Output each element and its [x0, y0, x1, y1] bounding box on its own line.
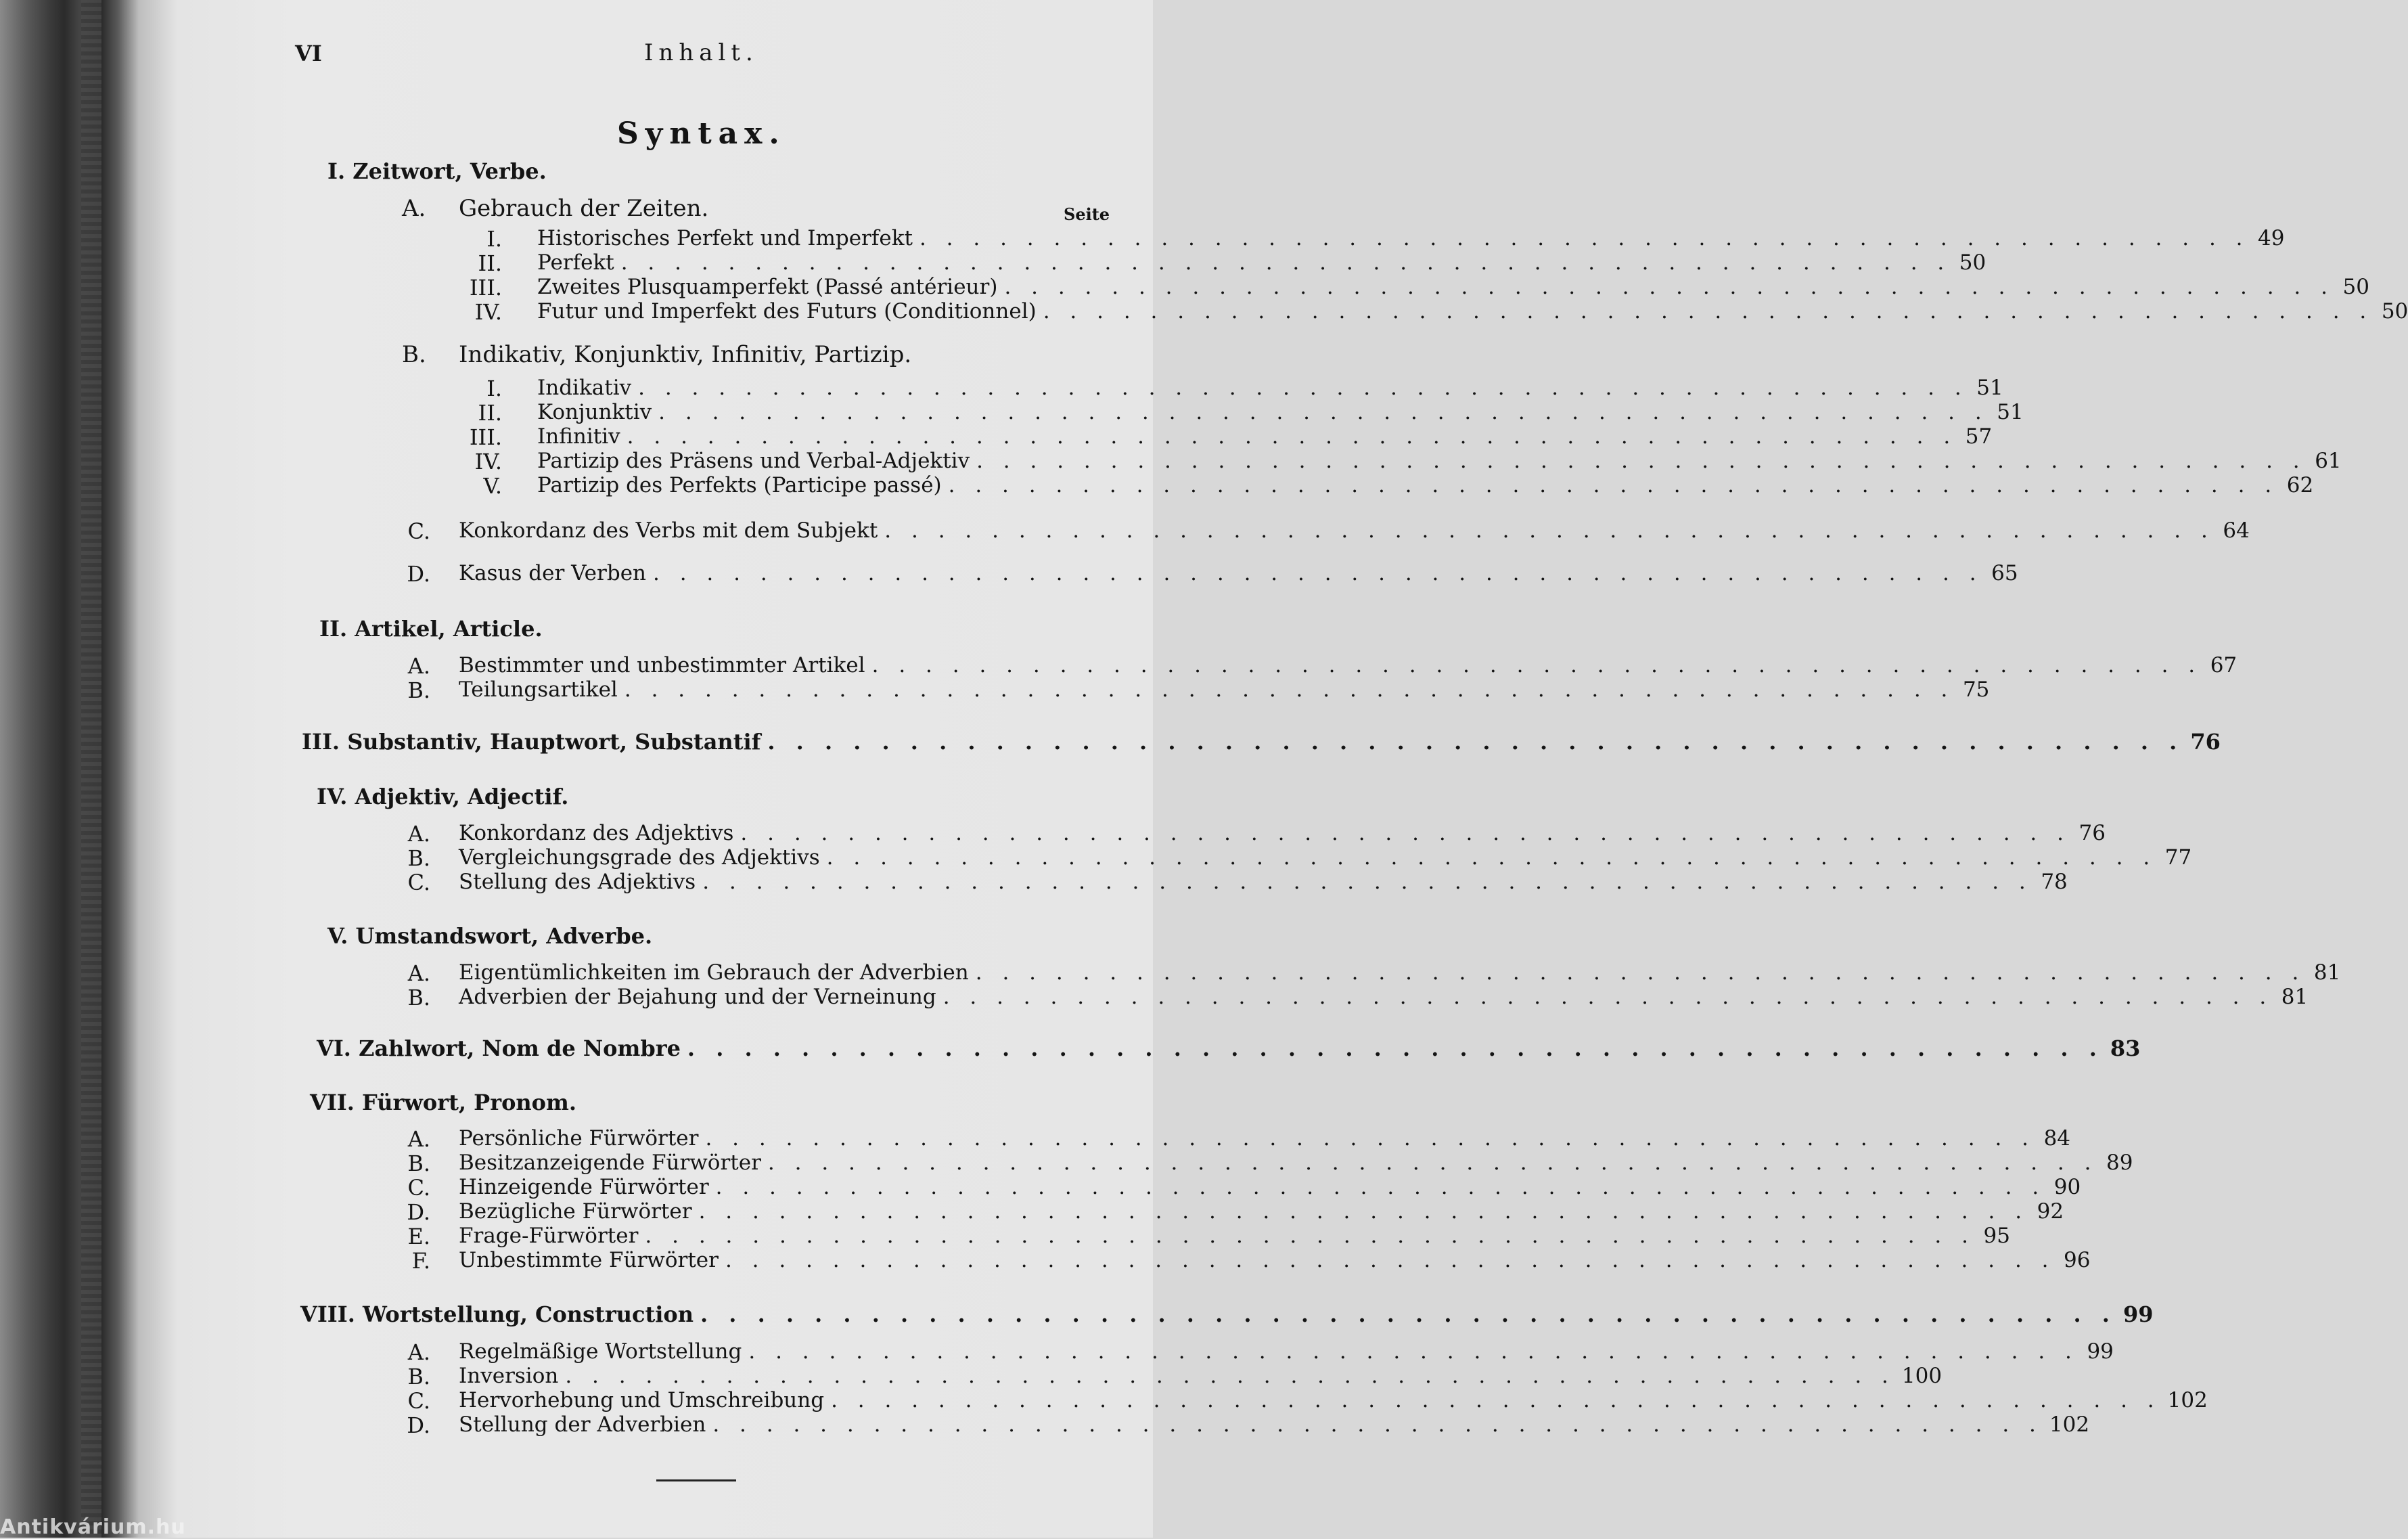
entry-marker: B.: [407, 1364, 430, 1389]
entry-page: 67: [2210, 653, 2237, 677]
leader-dots: . . . . . . . . . . . . . . . . . . . . . . . . . . . . . . . . . . . . . . . . . . . . . . . . . .: [565, 1364, 1895, 1388]
entry-marker: III.: [469, 424, 502, 450]
entry-label: Stellung der Adverbien: [459, 1412, 706, 1437]
entry-page: 102: [2167, 1388, 2208, 1412]
toc-entry: [459, 1126, 2071, 1151]
entry-label: Hinzeigende Fürwörter: [459, 1175, 709, 1199]
entry-page: 65: [1991, 561, 2018, 585]
entry-label: Hervorhebung und Umschreibung: [459, 1388, 825, 1412]
entry-label: Regelmäßige Wortstellung: [459, 1339, 742, 1364]
entry-label: Besitzanzeigende Fürwörter: [459, 1151, 761, 1175]
toc-entry: [317, 1035, 2141, 1061]
leader-dots: . . . . . . . . . . . . . . . . . . . . . . . . . . . . . . . . . . . . . . . . . . . . . . . . . .: [687, 1035, 2104, 1061]
entry-label: Perfekt: [537, 250, 614, 275]
toc-entry: [459, 1339, 2114, 1364]
leader-dots: . . . . . . . . . . . . . . . . . . . . . . . . . . . . . . . . . . . . . . . . . . . . . . . . . .: [975, 960, 2306, 985]
entry-page: 95: [1983, 1224, 2010, 1248]
entry-page: 76: [2078, 821, 2106, 845]
toc-entry: [302, 729, 2221, 755]
entry-label: Konkordanz des Verbs mit dem Subjekt: [459, 518, 878, 543]
page-number: VI: [295, 41, 322, 66]
entry-label: Frage-Fürwörter: [459, 1224, 639, 1248]
entry-page: 50: [2381, 299, 2408, 324]
entry-page: 100: [1901, 1364, 1943, 1388]
leader-dots: . . . . . . . . . . . . . . . . . . . . . . . . . . . . . . . . . . . . . . . . . . . . . . . . . .: [700, 1301, 2116, 1327]
entry-label: Partizip des Perfekts (Participe passé): [537, 473, 942, 497]
toc-entry: [537, 376, 2003, 400]
toc-entry: [459, 1175, 2081, 1199]
entry-page: 62: [2286, 473, 2314, 497]
entry-marker: A.: [407, 960, 430, 986]
entry-marker: D.: [407, 1412, 430, 1438]
toc-entry: [537, 473, 2314, 497]
entry-label: Partizip des Präsens und Verbal-Adjektiv: [537, 449, 970, 473]
subsection-marker: B.: [402, 341, 426, 368]
entry-label: Konjunktiv: [537, 400, 652, 424]
toc-entry: [459, 1224, 2010, 1248]
entry-marker: III.: [469, 275, 502, 300]
toc-entry: [459, 1364, 1943, 1388]
subsection-title: Indikativ, Konjunktiv, Infinitiv, Partizip.: [459, 341, 912, 368]
entry-page: 99: [2087, 1339, 2114, 1364]
toc-entry: [459, 518, 2250, 543]
entry-label: Bestimmter und unbestimmter Artikel: [459, 653, 865, 677]
leader-dots: . . . . . . . . . . . . . . . . . . . . . . . . . . . . . . . . . . . . . . . . . . . . . . . . . .: [740, 821, 2070, 845]
subsection-title: Gebrauch der Zeiten.: [459, 195, 709, 222]
leader-dots: . . . . . . . . . . . . . . . . . . . . . . . . . . . . . . . . . . . . . . . . . . . . . . . . . .: [976, 449, 2307, 473]
toc-entry: [459, 653, 2237, 677]
section-heading: Syntax.: [617, 116, 786, 151]
entry-page: 99: [2122, 1301, 2154, 1327]
leader-dots: . . . . . . . . . . . . . . . . . . . . . . . . . . . . . . . . . . . . . . . . . . . . . . . . . .: [1004, 275, 2334, 299]
leader-dots: . . . . . . . . . . . . . . . . . . . . . . . . . . . . . . . . . . . . . . . . . . . . . . . . . .: [826, 845, 2157, 870]
chapter-title: VII. Fürwort, Pronom.: [310, 1090, 577, 1115]
entry-label: Stellung des Adjektivs: [459, 870, 696, 894]
entry-marker: F.: [411, 1248, 430, 1274]
entry-page: 57: [1965, 424, 1993, 449]
entry-label: Konkordanz des Adjektivs: [459, 821, 734, 845]
toc-entry: [537, 400, 2024, 424]
book-page: [157, 0, 2408, 1538]
entry-marker: A.: [407, 653, 430, 679]
entry-page: 75: [1962, 677, 1990, 702]
running-head: Inhalt.: [644, 39, 758, 66]
entry-page: 102: [2049, 1412, 2090, 1437]
entry-marker: B.: [407, 1151, 430, 1176]
entry-marker: I.: [486, 226, 502, 252]
toc-entry: [459, 821, 2106, 845]
entry-page: 61: [2315, 449, 2342, 473]
leader-dots: . . . . . . . . . . . . . . . . . . . . . . . . . . . . . . . . . . . . . . . . . . . . . . . . . .: [884, 518, 2214, 543]
entry-marker: A.: [407, 821, 430, 847]
entry-marker: IV.: [474, 299, 502, 325]
toc-entry: [459, 960, 2341, 985]
toc-entry: [459, 870, 2068, 894]
entry-marker: B.: [407, 845, 430, 871]
leader-dots: . . . . . . . . . . . . . . . . . . . . . . . . . . . . . . . . . . . . . . . . . . . . . . . . . .: [705, 1126, 2036, 1151]
chapter-title: VIII. Wortstellung, Construction: [300, 1301, 694, 1327]
subsection-marker: A.: [402, 195, 426, 222]
leader-dots: . . . . . . . . . . . . . . . . . . . . . . . . . . . . . . . . . . . . . . . . . . . . . . . . . .: [702, 870, 2032, 894]
end-rule: [656, 1479, 736, 1481]
toc-entry: [537, 226, 2285, 250]
entry-marker: C.: [407, 870, 430, 895]
entry-label: Historisches Perfekt und Imperfekt: [537, 226, 913, 250]
leader-dots: . . . . . . . . . . . . . . . . . . . . . . . . . . . . . . . . . . . . . . . . . . . . . . . . . .: [871, 653, 2202, 677]
entry-label: Futur und Imperfekt des Futurs (Conditionnel): [537, 299, 1037, 324]
entry-label: Inversion: [459, 1364, 559, 1388]
toc-entry: [537, 449, 2342, 473]
entry-page: 89: [2106, 1151, 2133, 1175]
seite-label: Seite: [1064, 204, 1110, 224]
entry-page: 83: [2110, 1035, 2141, 1061]
entry-marker: B.: [407, 677, 430, 703]
entry-label: Kasus der Verben: [459, 561, 647, 585]
toc-entry: [537, 275, 2369, 299]
leader-dots: . . . . . . . . . . . . . . . . . . . . . . . . . . . . . . . . . . . . . . . . . . . . . . . . . .: [942, 985, 2273, 1009]
entry-marker: C.: [407, 1175, 430, 1201]
leader-dots: . . . . . . . . . . . . . . . . . . . . . . . . . . . . . . . . . . . . . . . . . . . . . . . . . .: [627, 424, 1957, 449]
entry-marker: A.: [407, 1339, 430, 1365]
toc-entry: [459, 985, 2309, 1009]
leader-dots: . . . . . . . . . . . . . . . . . . . . . . . . . . . . . . . . . . . . . . . . . . . . . . . . . .: [831, 1388, 2161, 1412]
entry-marker: IV.: [474, 449, 502, 474]
leader-dots: . . . . . . . . . . . . . . . . . . . . . . . . . . . . . . . . . . . . . . . . . . . . . . . . . .: [919, 226, 2250, 250]
entry-label: Persönliche Fürwörter: [459, 1126, 699, 1151]
leader-dots: . . . . . . . . . . . . . . . . . . . . . . . . . . . . . . . . . . . . . . . . . . . . . . . . . .: [767, 1151, 2098, 1175]
spine-stripe: [81, 0, 101, 1538]
entry-marker: II.: [478, 250, 502, 276]
chapter-title: I. Zeitwort, Verbe.: [327, 158, 547, 184]
leader-dots: . . . . . . . . . . . . . . . . . . . . . . . . . . . . . . . . . . . . . . . . . . . . . . . . . .: [653, 561, 1983, 585]
entry-page: 64: [2223, 518, 2250, 543]
chapter-title: VI. Zahlwort, Nom de Nombre: [317, 1035, 681, 1061]
entry-page: 96: [2064, 1248, 2091, 1272]
chapter-title: V. Umstandswort, Adverbe.: [327, 923, 653, 949]
entry-marker: D.: [407, 1199, 430, 1225]
entry-page: 50: [1959, 250, 1986, 275]
leader-dots: . . . . . . . . . . . . . . . . . . . . . . . . . . . . . . . . . . . . . . . . . . . . . . . . . .: [698, 1199, 2029, 1224]
entry-marker: B.: [407, 985, 430, 1010]
entry-marker: V.: [483, 473, 502, 499]
entry-label: Adverbien der Bejahung und der Verneinung: [459, 985, 936, 1009]
entry-label: Unbestimmte Fürwörter: [459, 1248, 719, 1272]
entry-label: Eigentümlichkeiten im Gebrauch der Adverbien: [459, 960, 969, 985]
entry-marker: A.: [407, 1126, 430, 1152]
entry-page: 49: [2258, 226, 2285, 250]
entry-page: 77: [2164, 845, 2192, 870]
entry-marker: C.: [407, 518, 430, 544]
toc-entry: [459, 1388, 2208, 1412]
entry-page: 84: [2043, 1126, 2071, 1151]
leader-dots: . . . . . . . . . . . . . . . . . . . . . . . . . . . . . . . . . . . . . . . . . . . . . . . . . .: [624, 677, 1955, 702]
toc-entry: [459, 561, 2018, 585]
entry-marker: II.: [478, 400, 502, 426]
toc-entry: [459, 845, 2192, 870]
toc-entry: [537, 299, 2408, 324]
entry-label: Vergleichungsgrade des Adjektivs: [459, 845, 820, 870]
entry-label: Infinitiv: [537, 424, 620, 449]
chapter-title: IV. Adjektiv, Adjectif.: [317, 784, 569, 809]
book-binding: [0, 0, 157, 1538]
entry-label: Zweites Plusquamperfekt (Passé antérieur): [537, 275, 998, 299]
toc-entry: [459, 1151, 2133, 1175]
leader-dots: . . . . . . . . . . . . . . . . . . . . . . . . . . . . . . . . . . . . . . . . . . . . . . . . . .: [725, 1248, 2055, 1272]
chapter-title: II. Artikel, Article.: [319, 616, 543, 642]
toc-entry: [537, 424, 1993, 449]
entry-page: 78: [2041, 870, 2068, 894]
entry-page: 76: [2190, 729, 2221, 755]
toc-entry: [300, 1301, 2154, 1327]
entry-marker: C.: [407, 1388, 430, 1414]
entry-marker: D.: [407, 561, 430, 587]
leader-dots: . . . . . . . . . . . . . . . . . . . . . . . . . . . . . . . . . . . . . . . . . . . . . . . . . .: [620, 250, 1951, 275]
leader-dots: . . . . . . . . . . . . . . . . . . . . . . . . . . . . . . . . . . . . . . . . . . . . . . . . . .: [658, 400, 1989, 424]
toc-entry: [459, 1248, 2091, 1272]
entry-label: Bezügliche Fürwörter: [459, 1199, 692, 1224]
entry-label: Indikativ: [537, 376, 632, 400]
entry-page: 50: [2342, 275, 2369, 299]
leader-dots: . . . . . . . . . . . . . . . . . . . . . . . . . . . . . . . . . . . . . . . . . . . . . . . . . .: [948, 473, 2279, 497]
toc-entry: [459, 1412, 2090, 1437]
leader-dots: . . . . . . . . . . . . . . . . . . . . . . . . . . . . . . . . . . . . . . . . . . . . . . . . . .: [645, 1224, 1975, 1248]
entry-page: 92: [2037, 1199, 2064, 1224]
entry-page: 90: [2053, 1175, 2081, 1199]
entry-page: 51: [1976, 376, 2003, 400]
watermark: Antikvárium.hu: [0, 1515, 186, 1539]
leader-dots: . . . . . . . . . . . . . . . . . . . . . . . . . . . . . . . . . . . . . . . . . . . . . . . . . .: [715, 1175, 2046, 1199]
entry-marker: E.: [407, 1224, 430, 1249]
entry-page: 81: [2313, 960, 2341, 985]
entry-label: Teilungsartikel: [459, 677, 618, 702]
leader-dots: . . . . . . . . . . . . . . . . . . . . . . . . . . . . . . . . . . . . . . . . . . . . . . . . . .: [712, 1412, 2043, 1437]
leader-dots: . . . . . . . . . . . . . . . . . . . . . . . . . . . . . . . . . . . . . . . . . . . . . . . . . .: [748, 1339, 2078, 1364]
entry-marker: I.: [486, 376, 502, 401]
entry-page: 51: [1997, 400, 2024, 424]
entry-page: 81: [2281, 985, 2309, 1009]
toc-entry: [459, 677, 1990, 702]
toc-entry: [537, 250, 1986, 275]
leader-dots: . . . . . . . . . . . . . . . . . . . . . . . . . . . . . . . . . . . . . . . . . . . . . . . . . .: [638, 376, 1968, 400]
leader-dots: . . . . . . . . . . . . . . . . . . . . . . . . . . . . . . . . . . . . . . . . . . . . . . . . . .: [767, 729, 2184, 755]
toc-entry: [459, 1199, 2064, 1224]
chapter-title: III. Substantiv, Hauptwort, Substantif: [302, 729, 761, 755]
leader-dots: . . . . . . . . . . . . . . . . . . . . . . . . . . . . . . . . . . . . . . . . . . . . . . . . . .: [1043, 299, 2373, 324]
